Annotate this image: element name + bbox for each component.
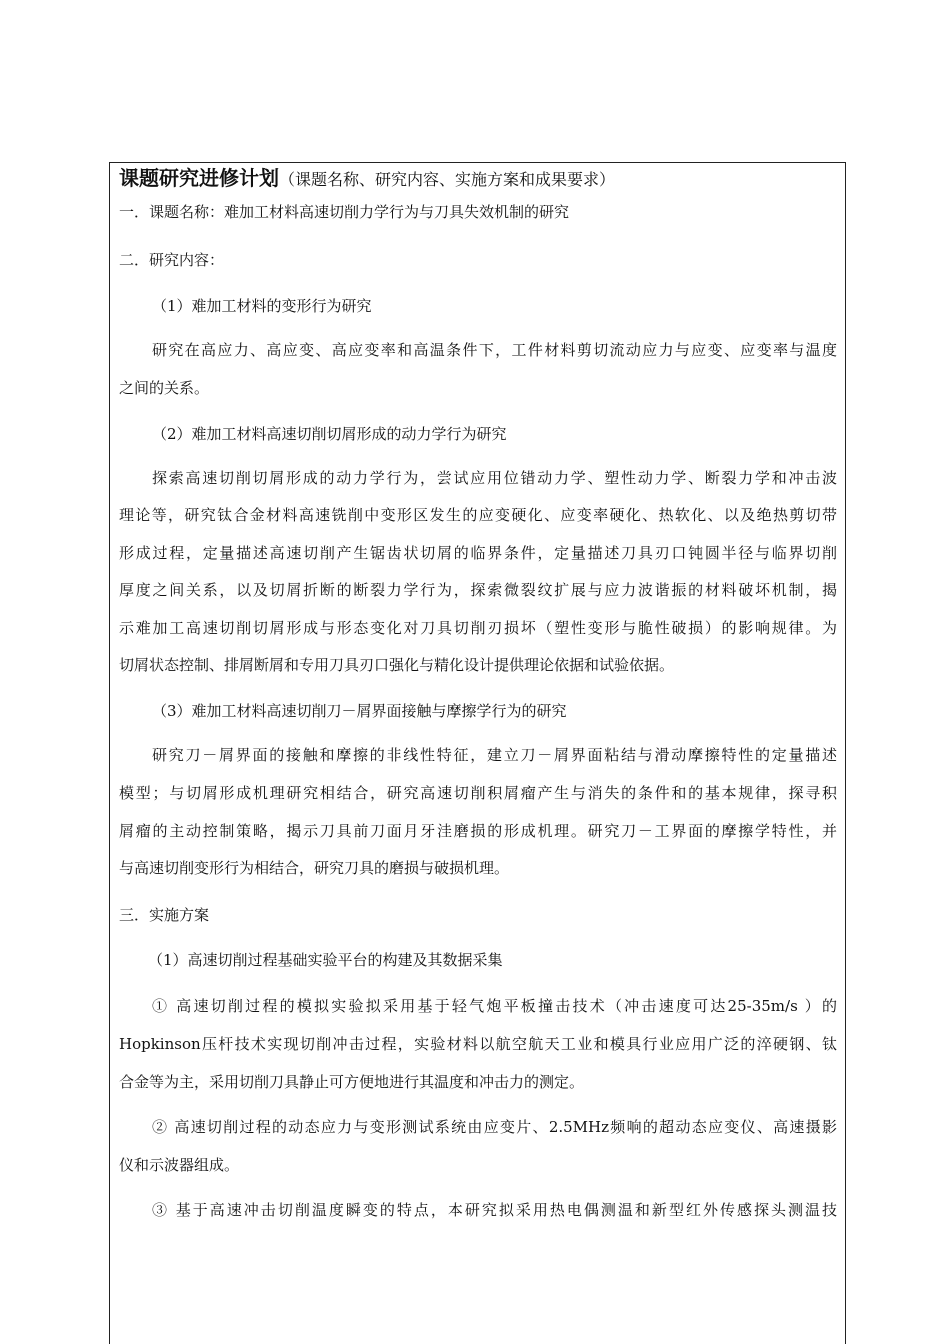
paragraph-line: Hopkinson压杆技术实现切削冲击过程，实验材料以航空航天工业和模具行业应用广泛的淬硬钢、钛 (119, 1035, 837, 1053)
paragraph-line: ② 高速切削过程的动态应力与变形测试系统由应变片、2.5MHz频响的超动态应变仪、高速摄影 (152, 1118, 837, 1136)
heading-research-content: 二．研究内容： (119, 251, 225, 269)
paragraph-line: 理论等，研究钛合金材料高速铣削中变形区发生的应变硬化、应变率硬化、热软化、以及绝热剪切带 (119, 506, 837, 524)
subheading-3: （3）难加工材料高速切削刀－屑界面接触与摩擦学行为的研究 (152, 702, 567, 720)
subheading-1: （1）难加工材料的变形行为研究 (152, 297, 372, 315)
section-subtitle: （课题名称、研究内容、实施方案和成果要求） (279, 170, 616, 189)
paragraph-line: 仪和示波器组成。 (119, 1156, 240, 1174)
topic-line: 一．课题名称：难加工材料高速切削力学行为与刀具失效机制的研究 (119, 203, 570, 221)
heading-implementation: 三．实施方案 (119, 906, 210, 924)
section-title: 课题研究进修计划 (119, 166, 279, 190)
subheading-impl-1: （1）高速切削过程基础实验平台的构建及其数据采集 (148, 951, 503, 969)
subheading-2: （2）难加工材料高速切削切屑形成的动力学行为研究 (152, 425, 507, 443)
paragraph-line: ① 高速切削过程的模拟实验拟采用基于轻气炮平板撞击技术（冲击速度可达25-35m/s ）的 (152, 997, 837, 1015)
paragraph-line: 示难加工高速切削切屑形成与形态变化对刀具切削刃损坏（塑性变形与脆性破损）的影响规律。为 (119, 619, 837, 637)
paragraph-line: 模型；与切屑形成机理研究相结合，研究高速切削积屑瘤产生与消失的条件和的基本规律，探寻积 (119, 784, 837, 802)
paragraph-line: 研究在高应力、高应变、高应变率和高温条件下，工件材料剪切流动应力与应变、应变率与温度 (152, 341, 837, 359)
paragraph-line: 屑瘤的主动控制策略，揭示刀具前刀面月牙洼磨损的形成机理。研究刀－工界面的摩擦学特性，并 (119, 822, 837, 840)
paragraph-line: 探索高速切削切屑形成的动力学行为，尝试应用位错动力学、塑性动力学、断裂力学和冲击波 (152, 469, 837, 487)
paragraph-line: 合金等为主，采用切削刀具静止可方便地进行其温度和冲击力的测定。 (119, 1073, 585, 1091)
paragraph-line: 研究刀－屑界面的接触和摩擦的非线性特征，建立刀－屑界面粘结与滑动摩擦特性的定量描述 (152, 746, 837, 764)
paragraph-line: 之间的关系。 (119, 379, 210, 397)
paragraph-line: 厚度之间关系，以及切屑折断的断裂力学行为，探索微裂纹扩展与应力波谐振的材料破坏机制，揭 (119, 581, 837, 599)
paragraph-line: 与高速切削变形行为相结合，研究刀具的磨损与破损机理。 (119, 859, 510, 877)
paragraph-line: ③ 基于高速冲击切削温度瞬变的特点，本研究拟采用热电偶测温和新型红外传感探头测温技 (152, 1201, 837, 1219)
section-heading (119, 162, 615, 191)
paragraph-line: 形成过程，定量描述高速切削产生锯齿状切屑的临界条件，定量描述刀具刃口钝圆半径与临界切削 (119, 544, 837, 562)
paragraph-line: 切屑状态控制、排屑断屑和专用刀具刃口强化与精化设计提供理论依据和试验依据。 (119, 656, 675, 674)
